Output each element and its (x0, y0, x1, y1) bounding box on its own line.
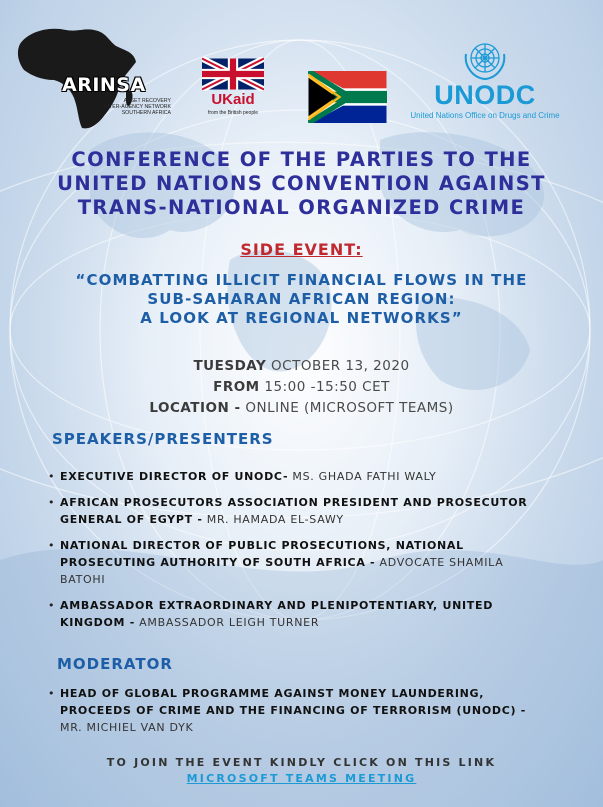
speakers-list (48, 468, 548, 640)
ukaid-name: UKaid (211, 91, 255, 108)
event-date: TUESDAY OCTOBER 13, 2020 (193, 358, 410, 374)
arinsa-name: ARINSA (62, 74, 146, 96)
unodc-logo (400, 36, 570, 128)
arinsa-subtitle: ASSET RECOVERY INTER-AGENCY NETWORK SOUTHERN AFRICA (103, 98, 171, 116)
event-location: LOCATION - ONLINE (MICROSOFT TEAMS) (149, 400, 454, 416)
unodc-subtitle: United Nations Office on Drugs and Crime (410, 111, 560, 120)
event-time: FROM 15:00 -15:50 CET (213, 379, 390, 395)
side-event-label: SIDE EVENT: (240, 240, 363, 259)
ukaid-subtitle: from the British people (207, 110, 259, 116)
moderator-heading: MODERATOR (57, 655, 173, 673)
speakers-heading: SPEAKERS/PRESENTERS (52, 430, 274, 448)
event-details (0, 356, 603, 419)
list-item: • NATIONAL DIRECTOR OF PUBLIC PROSECUTIONS, NATIONAL PROSECUTING AUTHORITY OF SOUTH AFRICA - ADVOCATE SHAMILA BATOHI (48, 537, 548, 588)
list-item: • EXECUTIVE DIRECTOR OF UNODC- MS. GHADA FATHI WALY (48, 468, 548, 485)
un-emblem-icon (400, 36, 570, 80)
list-item: • AMBASSADOR EXTRAORDINARY AND PLENIPOTENTIARY, UNITED KINGDOM - AMBASSADOR LEIGH TURNER (48, 597, 548, 631)
teams-meeting-link[interactable]: MICROSOFT TEAMS MEETING (186, 772, 417, 785)
moderators-list (48, 685, 548, 745)
arinsa-logo (8, 22, 190, 134)
conference-title: CONFERENCE OF THE PARTIES TO THE UNITED NATIONS CONVENTION AGAINST TRANS-NATIONAL ORGANIZED CRIME (57, 148, 546, 219)
unodc-name: UNODC (434, 80, 536, 110)
south-africa-flag-icon (308, 71, 387, 123)
event-title: “COMBATTING ILLICIT FINANCIAL FLOWS IN THE SUB-SAHARAN AFRICAN REGION: A LOOK AT REGIONAL NETWORKS” (75, 271, 528, 327)
list-item: • AFRICAN PROSECUTORS ASSOCIATION PRESIDENT AND PROSECUTOR GENERAL OF EGYPT - MR. HAMADA EL-SAWY (48, 494, 548, 528)
logo-bar (0, 0, 603, 140)
union-jack-icon (202, 57, 264, 91)
join-instructions: TO JOIN THE EVENT KINDLY CLICK ON THIS LINK (106, 756, 497, 769)
ukaid-logo (202, 57, 264, 123)
list-item: • HEAD OF GLOBAL PROGRAMME AGAINST MONEY LAUNDERING, PROCEEDS OF CRIME AND THE FINANCING OF TERRORISM (UNODC) - MR. MICHIEL VAN DYK (48, 685, 548, 736)
